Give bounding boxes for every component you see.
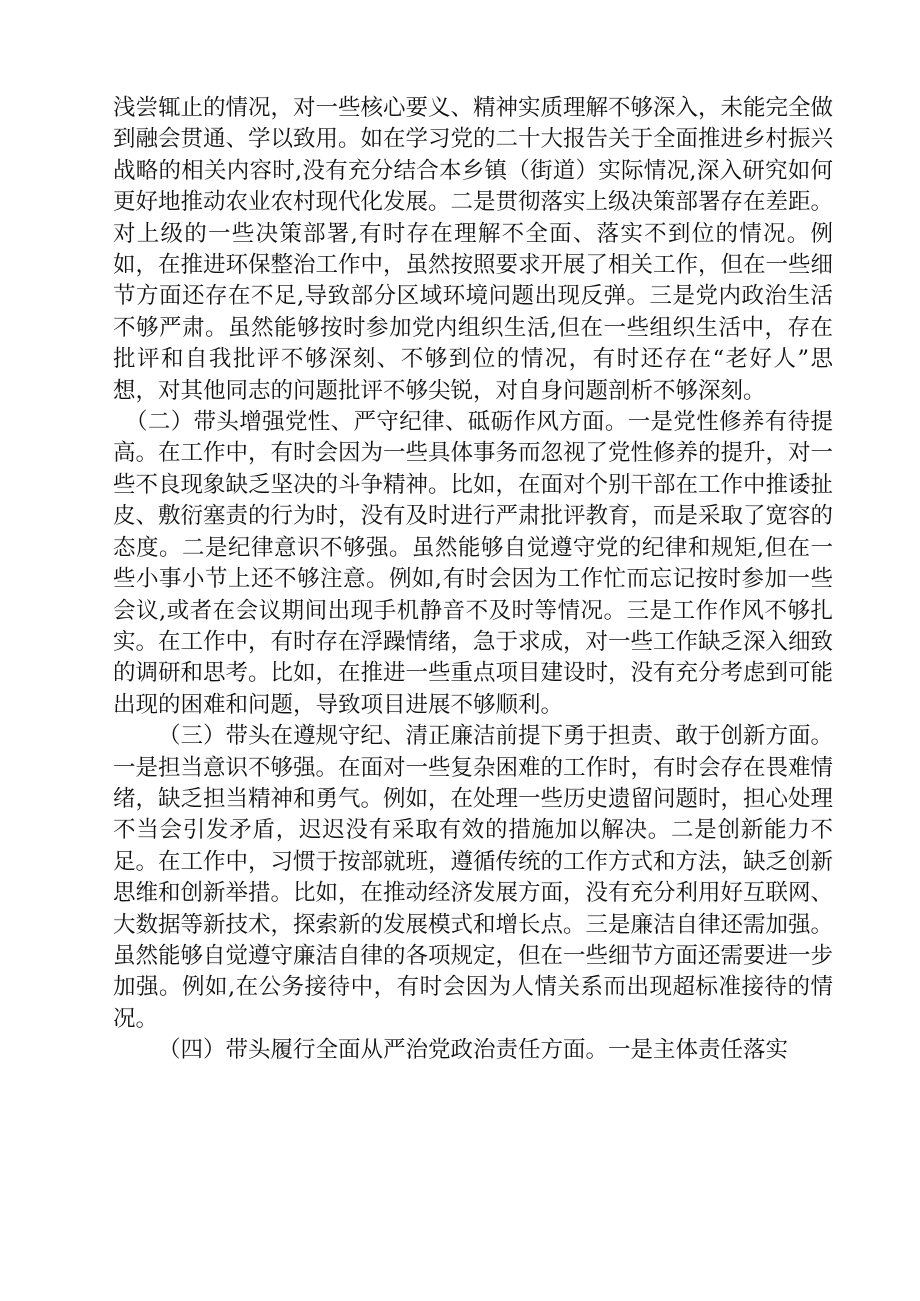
document-body (113, 93, 833, 1067)
paragraph-4: （四）带头履行全面从严治党政治责任方面。一是主体责任落实 (158, 1037, 789, 1064)
paragraph-1: 浅尝辄止的情况，对一些核心要义、精神实质理解不够深入，未能完全做到融会贯通、学以致用。如在学习党的二十大报告关于全面推进乡村振兴战略的相关内容时,没有充分结合本乡镇（街道）实际情况,深入研究如何更好地推动农业农村现代化发展。二是贯彻落实上级决策部署存在差距。对上级的一些决策部署,有时存在理解不全面、落实不到位的情况。例如，在推进环保整治工作中，虽然按照要求开展了相关工作，但在一些细节方面还存在不足,导致部分区域环境问题出现反弹。三是党内政治生活不够严肃。虽然能够按时参加党内组织生活,但在一些组织生活中，存在批评和自我批评不够深刻、不够到位的情况，有时还存在“老好人”思想，对其他同志的问题批评不够尖锐，对自身问题剖析不够深刻。 (113, 95, 834, 404)
paragraph-3: （三）带头在遵规守纪、清正廉洁前提下勇于担责、敢于创新方面。一是担当意识不够强。在面对一些复杂困难的工作时，有时会存在畏难情绪，缺乏担当精神和勇气。例如，在处理一些历史遗留问题时，担心处理不当会引发矛盾，迟迟没有采取有效的措施加以解决。二是创新能力不足。在工作中，习惯于按部就班，遵循传统的工作方式和方法，缺乏创新思维和创新举措。比如，在推动经济发展方面，没有充分利用好互联网、大数据等新技术，探索新的发展模式和增长点。三是廉洁自律还需加强。虽然能够自觉遵守廉洁自律的各项规定，但在一些细节方面还需要进一步加强。例如,在公务接待中，有时会因为人情关系而出现超标准接待的情况。 (113, 723, 834, 1032)
paragraph-2: （二）带头增强党性、严守纪律、砥砺作风方面。一是党性修养有待提高。在工作中，有时会因为一些具体事务而忽视了党性修养的提升，对一些不良现象缺乏坚决的斗争精神。比如，在面对个别干部在工作中推诿扯皮、敷衍塞责的行为时，没有及时进行严肃批评教育，而是采取了宽容的态度。二是纪律意识不够强。虽然能够自觉遵守党的纪律和规矩,但在一些小事小节上还不够注意。例如,有时会因为工作忙而忘记按时参加一些会议,或者在会议期间出现手机静音不及时等情况。三是工作作风不够扎实。在工作中，有时存在浮躁情绪，急于求成，对一些工作缺乏深入细致的调研和思考。比如，在推进一些重点项目建设时，没有充分考虑到可能出现的困难和问题，导致项目进展不够顺利。 (113, 409, 834, 718)
